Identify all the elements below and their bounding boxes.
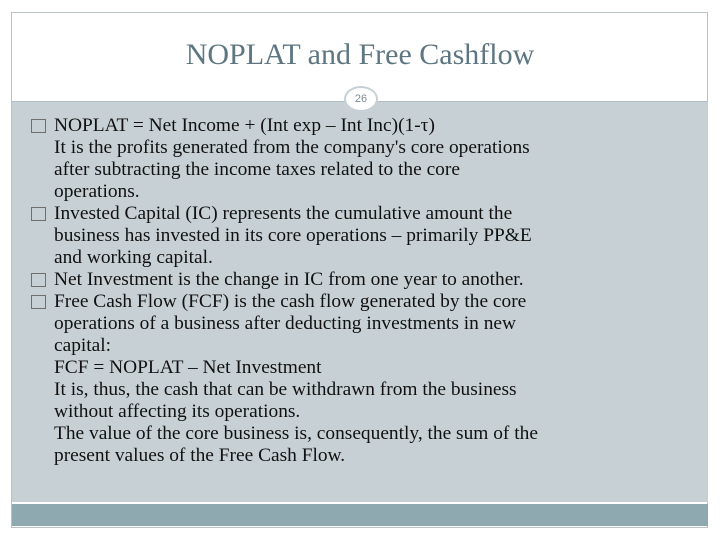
footer-bar (12, 504, 708, 526)
bullet-line: operations of a business after deducting investments in new (54, 313, 517, 334)
bullet-line: It is the profits generated from the company's core operations (54, 137, 530, 158)
bullet-list (30, 115, 690, 467)
bullet-line: Invested Capital (IC) represents the cumulative amount the (54, 203, 513, 224)
checkbox-bullet-icon (31, 295, 46, 309)
checkbox-bullet-icon (31, 119, 46, 133)
checkbox-bullet-icon (31, 207, 46, 221)
slide-number-badge: 26 (344, 86, 378, 112)
bullet-line: NOPLAT = Net Income + (Int exp – Int Inc)(1-τ) (54, 115, 435, 136)
bullet-item-noplat (30, 115, 690, 203)
bullet-line: without affecting its operations. (54, 401, 301, 422)
bullet-item-invested-capital (30, 203, 690, 269)
bullet-item-free-cash-flow (30, 291, 690, 467)
bullet-line: operations. (54, 181, 140, 202)
bullet-line: Net Investment is the change in IC from one year to another. (54, 269, 524, 290)
bullet-line: and working capital. (54, 247, 213, 268)
bullet-line: Free Cash Flow (FCF) is the cash flow generated by the core (54, 291, 527, 312)
bullet-line: capital: (54, 335, 112, 356)
bullet-line: present values of the Free Cash Flow. (54, 445, 346, 466)
bullet-line: after subtracting the income taxes related to the core (54, 159, 460, 180)
slide-title: NOPLAT and Free Cashflow (185, 38, 535, 71)
bullet-line: It is, thus, the cash that can be withdrawn from the business (54, 379, 517, 400)
checkbox-bullet-icon (31, 273, 46, 287)
bullet-line: The value of the core business is, consequently, the sum of the (54, 423, 538, 444)
bullet-line: FCF = NOPLAT – Net Investment (54, 357, 322, 378)
bullet-line: business has invested in its core operations – primarily PP&E (54, 225, 532, 246)
bullet-item-net-investment (30, 269, 690, 291)
